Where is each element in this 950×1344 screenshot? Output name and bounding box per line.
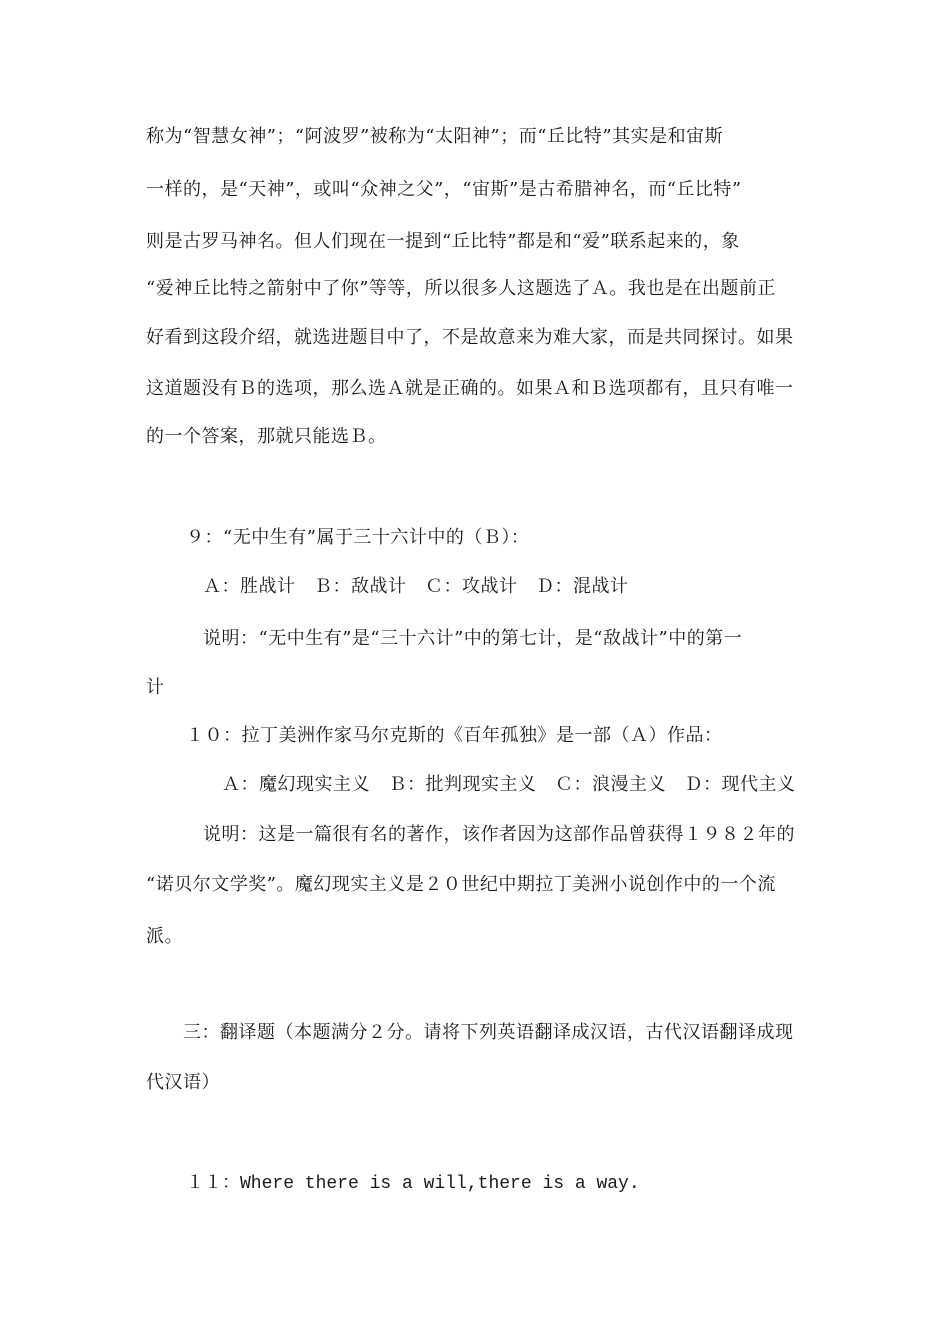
question-9-explanation-end: 计 — [146, 677, 165, 698]
question-9-options: Ａ：胜战计 Ｂ：敌战计 Ｃ：攻战计 Ｄ：混战计 — [203, 576, 629, 597]
text-line: 这道题没有Ｂ的选项，那么选Ａ就是正确的。如果Ａ和Ｂ选项都有，且只有唯一 — [146, 378, 794, 399]
text-line: 好看到这段介绍，就选进题目中了，不是故意来为难大家，而是共同探讨。如果 — [146, 327, 794, 348]
text-line: “爱神丘比特之箭射中了你”等等，所以很多人这题选了Ａ。我也是在出题前正 — [146, 278, 776, 299]
question-10-explanation-line2: “诺贝尔文学奖”。魔幻现实主义是２０世纪中期拉丁美洲小说创作中的一个流 — [146, 874, 776, 895]
question-10: １０：拉丁美洲作家马尔克斯的《百年孤独》是一部（Ａ）作品： — [186, 725, 723, 746]
question-9: ９：“无中生有”属于三十六计中的（Ｂ）： — [186, 527, 530, 548]
text-line: 称为“智慧女神”；“阿波罗”被称为“太阳神”；而“丘比特”其实是和宙斯 — [146, 126, 724, 147]
question-11: １１：Where there is a will,there is a way. — [186, 1174, 640, 1194]
question-10-options: Ａ：魔幻现实主义 Ｂ：批判现实主义 Ｃ：浪漫主义 Ｄ：现代主义 — [222, 774, 796, 795]
section-heading-translation-end: 代汉语） — [146, 1072, 220, 1093]
question-9-explanation: 说明：“无中生有”是“三十六计”中的第七计，是“敌战计”中的第一 — [203, 628, 743, 649]
question-10-explanation-end: 派。 — [146, 926, 183, 947]
text-line: 则是古罗马神名。但人们现在一提到“丘比特”都是和“爱”联系起来的，象 — [146, 231, 740, 252]
section-heading-translation: 三：翻译题（本题满分２分。请将下列英语翻译成汉语，古代汉语翻译成现 — [183, 1022, 794, 1043]
text-line: 一样的，是“天神”，或叫“众神之父”，“宙斯”是古希腊神名，而“丘比特” — [146, 179, 742, 200]
text-line: 的一个答案，那就只能选Ｂ。 — [146, 426, 387, 447]
question-10-explanation: 说明：这是一篇很有名的著作，该作者因为这部作品曾获得１９８２年的 — [203, 824, 795, 845]
